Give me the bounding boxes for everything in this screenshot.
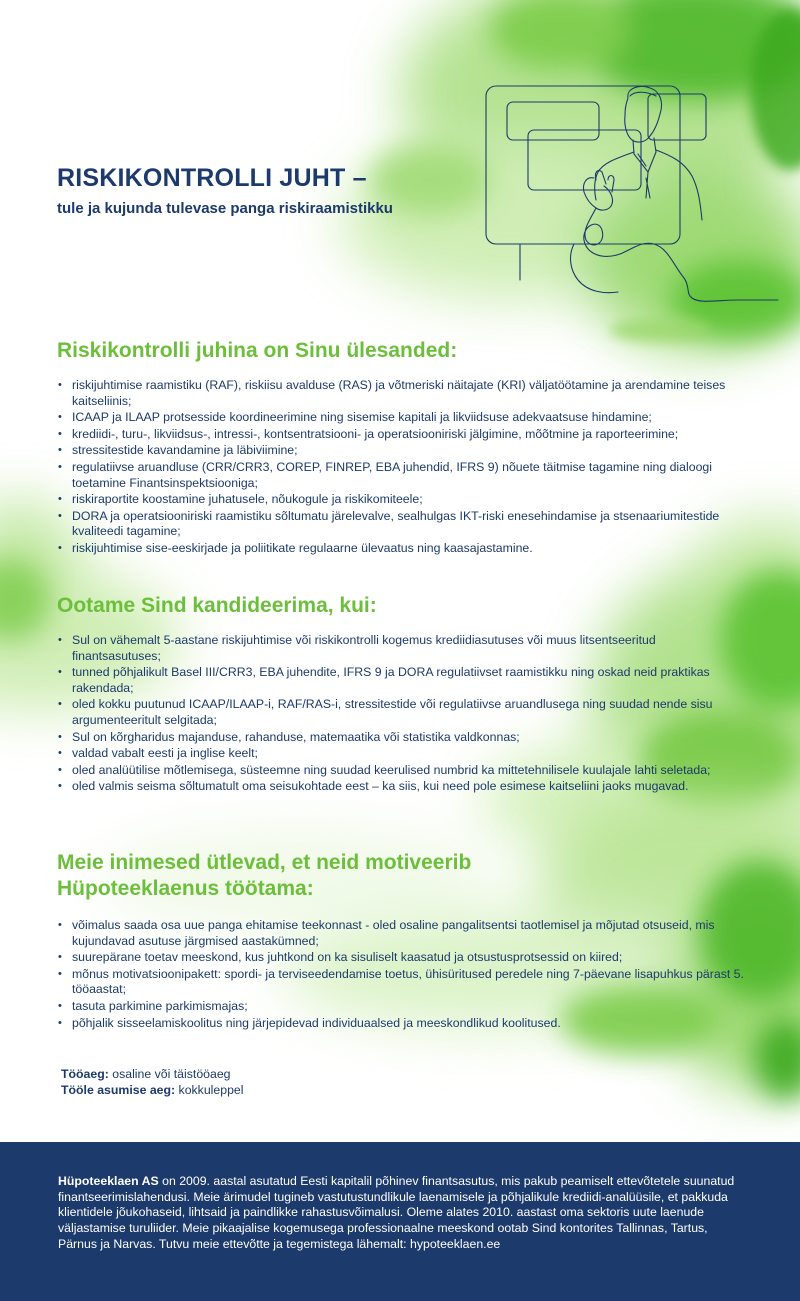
- list-item: • valdad vabalt eesti ja inglise keelt;: [57, 746, 747, 762]
- list-item: • tasuta parkimine parkimismajas;: [57, 999, 747, 1015]
- responsibilities-list: [57, 378, 747, 557]
- start-value: kokkuleppel: [175, 1082, 244, 1097]
- requirements-list: [57, 633, 747, 795]
- motivation-heading-line1: Meie inimesed ütlevad, et neid motiveerib: [57, 851, 472, 874]
- list-item: • riskiraportite koostamine juhatusele, nõukogule ja riskikomiteele;: [57, 492, 747, 508]
- start-label: Tööle asumise aeg:: [61, 1082, 176, 1097]
- job-meta: [61, 1067, 244, 1098]
- list-item: • võimalus saada osa uue panga ehitamise teekonnast - oled osaline pangalitsentsi taotlemisel ja mõjutad otsuseid, mis kujundavad asutuse järgmised aastakümned;: [57, 918, 747, 949]
- list-item: • oled kokku puutunud ICAAP/ILAAP-i, RAF/RAS-i, stressitestide või regulatiivse aruandlusega ning suudad nende sisu argumenteeritult selgitada;: [57, 697, 747, 728]
- list-item: • riskijuhtimise sise-eeskirjade ja poliitikate regulaarne ülevaatus ning kaasajastamine.: [57, 541, 747, 557]
- list-item: • riskijuhtimise raamistiku (RAF), riskiisu avalduse (RAS) ja võtmeriski näitajate (KRI) väljatöötamine ja arendamine teises kaitseliinis;: [57, 378, 747, 409]
- list-item: • suurepärane toetav meeskond, kus juhtkond on ka sisuliselt kaasatud ja otsustusprotsessid on kiired;: [57, 950, 747, 966]
- worktime-label: Tööaeg:: [61, 1067, 109, 1081]
- responsibilities-heading: Riskikontrolli juhina on Sinu ülesanded:: [57, 339, 458, 362]
- list-item: • ICAAP ja ILAAP protsesside koordineerimine ning sisemise kapitali ja likviidsuse adekvaatsuse hindamine;: [57, 410, 747, 426]
- company-description: [58, 1174, 738, 1253]
- start-line: [61, 1083, 244, 1099]
- company-text: on 2009. aastal asutatud Eesti kapitalil põhinev finantsasutus, mis pakub peamiselt ettevõtetele suunatud finantseerimislahendusi. Meie ärimudel tugineb vastutustundlikule laenamisele ja põhjalikule krediidi-analüüsile, et pakkuda klientidele jõukohaseid, lihtsaid ja paindlikke rahastusvõimalusi. Oleme alates 2010. aastast oma sektoris uute laenude väljastamise turuliider. Meie pikaajalise kogemusega professionaalne meeskond ootab Sind kontorites Tallinnas, Tartus, Pärnus ja Narvas. Tutvu meie ettevõtte ja tegemistega lähemalt: hypoteeklaen.ee: [58, 1174, 735, 1251]
- motivation-section: [57, 850, 747, 1032]
- company-name: Hüpoteeklaen AS: [58, 1174, 159, 1188]
- requirements-section: [57, 593, 747, 796]
- worktime-value: osaline või täistööaeg: [108, 1067, 231, 1081]
- responsibilities-section: [57, 338, 747, 558]
- list-item: • tunned põhjalikult Basel III/CRR3, EBA juhendite, IFRS 9 ja DORA regulatiivset raamistikku ning oskad neid praktikas rakendada;: [57, 665, 747, 696]
- list-item: • regulatiivse aruandluse (CRR/CRR3, COREP, FINREP, EBA juhendid, IFRS 9) nõuete täitmise tagamine ning dialoogi toetamine Finantsinspektsiooniga;: [57, 460, 747, 491]
- list-item: • Sul on kõrgharidus majanduse, rahanduse, matemaatika või statistika valdkonnas;: [57, 730, 747, 746]
- list-item: • oled analüütilise mõtlemisega, süsteemne ning suudad keerulised numbrid ka mittetehnilisele kuulajale lahti seletada;: [57, 763, 747, 779]
- list-item: • Sul on vähemalt 5-aastane riskijuhtimise või riskikontrolli kogemus krediidiasutuses või muus litsentseeritud finantsasutuses;: [57, 633, 747, 664]
- worktime-line: [61, 1067, 244, 1083]
- job-title: RISKIKONTROLLI JUHT –: [57, 164, 367, 192]
- list-item: • oled valmis seisma sõltumatult oma seisukohtade eest – ka siis, kui need pole esimese kaitseliini jaoks mugavad.: [57, 779, 747, 795]
- list-item: • stressitestide kavandamine ja läbiviimine;: [57, 443, 747, 459]
- list-item: • põhjalik sisseelamiskoolitus ning järjepidevad individuaalsed ja meeskondlikud koolitused.: [57, 1016, 747, 1032]
- company-footer: [0, 1142, 800, 1301]
- motivation-heading-line2: Hüpoteeklaenus töötama:: [57, 877, 314, 900]
- list-item: • krediidi-, turu-, likviidsus-, intressi-, kontsentratsiooni- ja operatsiooniriski jälgimine, mõõtmine ja raporteerimine;: [57, 427, 747, 443]
- motivation-heading: [57, 850, 747, 902]
- person-screens-illustration: [478, 80, 783, 306]
- job-subtitle: tule ja kujunda tulevase panga riskiraamistikku: [57, 200, 393, 217]
- requirements-heading: Ootame Sind kandideerima, kui:: [57, 594, 377, 617]
- list-item: • DORA ja operatsiooniriski raamistiku sõltumatu järelevalve, sealhulgas IKT-riski enesehindamise ja stsenaariumitestide kvaliteedi tagamine;: [57, 509, 747, 540]
- list-item: • mõnus motivatsioonipakett: spordi- ja terviseedendamise toetus, ühisüritused peredele ning 7-päevane lisapuhkus pärast 5. tööaastat;: [57, 967, 747, 998]
- motivation-list: [57, 918, 747, 1031]
